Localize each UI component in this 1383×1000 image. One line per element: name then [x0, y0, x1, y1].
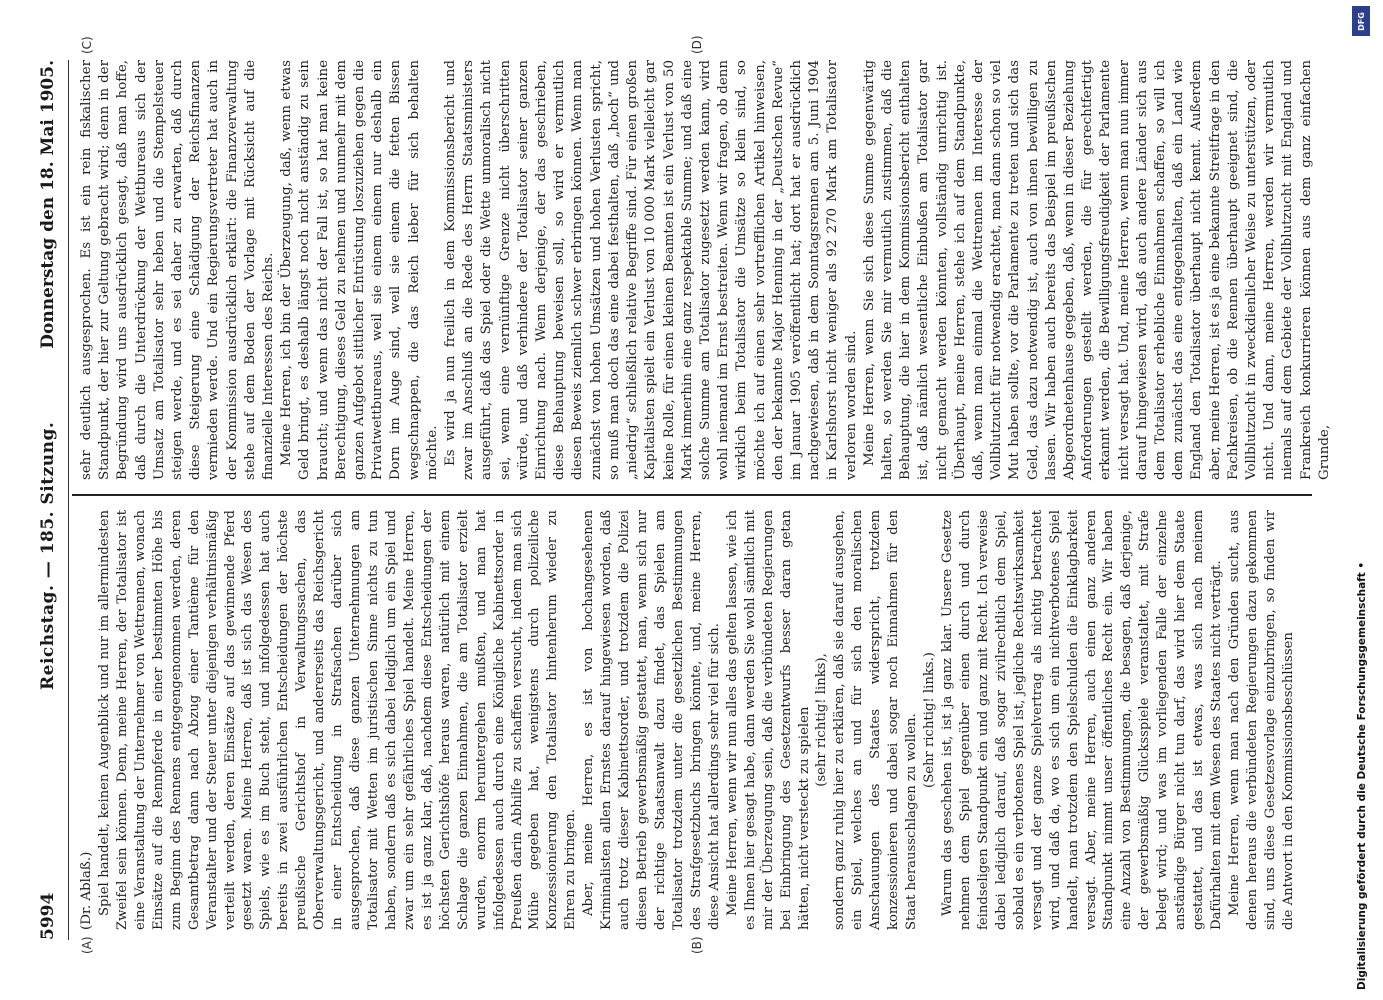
left-column	[78, 510, 1298, 930]
session-title: Reichstag. — 185. Sitzung.	[38, 421, 58, 690]
margin-mark-c: (C)	[80, 36, 94, 54]
margin-mark-d: (D)	[690, 35, 704, 54]
header-rule	[68, 60, 69, 940]
digitization-sidebar	[1350, 0, 1380, 1000]
session-date: Donnerstag den 18. Mai 1905.	[38, 60, 58, 349]
right-paragraph: Meine Herren, ich bin der Überzeugung, daß, wenn etwas Geld bringt, es deshalb längst noch nicht anständig zu sein braucht; und wenn das nicht der Fall ist, so hat man keine Berechtigung, dieses Geld zu nehmen und nunmehr mit dem ganzen Aufgebot sittlicher Entrüstung loszuziehen gegen die Privatwettbureaus, weil sie einem einem nur deshalb ein Dorn im Auge sind, weil sie einem die fetten Bissen wegschnappen, die das Reich lieber für sich behalten möchte.	[279, 60, 440, 480]
digitization-credit: Digitalisierung gefördert durch die Deutsche Forschungsgemeinschaft •	[1356, 561, 1368, 990]
applause-note: (sehr richtig! links),	[814, 653, 830, 787]
right-paragraph: sehr deutlich ausgesprochen. Es ist ein rein fiskalischer Standpunkt, der hier zur Geltung gebracht wird; denn in der Begründung wird uns ausdrücklich gesagt, daß man hoffe, daß durch die Unterdrückung der Wettbureaus sich der Umsatz am Totalisator sehr heben und die Stempelsteuer steigen werde, und es sei daher zu erwarten, daß durch diese Steigerung eine Schädigung der Reichsfinanzen vermieden werde. Und ein Regierungsvertreter hat auch in der Kommission ausdrücklich erklärt: die Finanzverwaltung stehe auf dem Boden der Vorlage mit Rücksicht auf die finanzielle Interessen des Reichs.	[79, 60, 277, 480]
right-column	[78, 60, 1334, 480]
left-paragraph: Spiel handelt, keinen Augenblick und nur im allermindesten Zweifel sein können. Denn, meine Herren, der Totalisator ist eine Veranstaltung der Unternehmer von Wettrennen, wonach Einsätze auf die Rennpferde in einer bestimmten Höhe bis zum Beginn des Rennens entgegengenommen werden, deren Gesamtbetrag dann nach Abzug einer Tantième für den Veranstalter und der Steuer unter diejenigen verhältnismäßig verteilt werden, deren Einsätze auf das gewinnende Pferd gesetzt waren. Meine Herren, daß ist sich das Wesen des Spiels, wie es im Buch steht, und infolgedessen hat auch bereits in zwei ausführlichen Entscheidungen der höchste preußische Gerichtshof in Verwaltungssachen, das Oberverwaltungsgericht, und andererseits das Reichsgericht in einer Entscheidung in Strafsachen darüber sich ausgesprochen, daß diese ganzen Unternehmungen am Totalisator mit Wetten im juristischen Sinne nichts zu tun haben, sondern daß es sich dabei lediglich um ein Spiel und zwar um ein sehr gefährliches Spiel handelt. Meine Herren, es ist ja ganz klar, daß, nachdem diese Entscheidungen der höchsten Gerichtshöfe heraus waren, natürlich mit einem Schlage die ganzen Einnahmen, die am Totalisator erzielt wurden, enorm heruntergehen mußten, und man hat infolgedessen auch durch eine Königliche Kabinettsorder in Preußen darin Abhilfe zu schaffen versucht, indem man sich Mühe gegeben hat, wenigstens durch polizeiliche Konzessionierung den Totalisator hintenherum wieder zu Ehren zu bringen.	[96, 510, 579, 930]
left-paragraph: sondern ganz ruhig hier zu erklären, daß sie darauf ausgehen, ein Spiel, welches an und für sich den moralischen Anschauungen des Staates widerspricht, trotzdem konzessionieren und dabei sogar noch Einnahmen für den Staat herausschlagen zu wollen.	[832, 510, 920, 930]
margin-mark-b: (B)	[690, 936, 704, 954]
left-paragraph: Meine Herren, wenn man nach den Gründen sucht, aus denen heraus die verbündeten Regierungen dazu gekommen sind, uns diese Gesetzesvorlage einzubringen, so finden wir die Antwort in den Kommissionsbeschlüssen	[1227, 510, 1296, 930]
dfg-logo-text: DFG	[1356, 11, 1366, 31]
left-paragraph: Warum das geschehen ist, ist ja ganz klar. Unsere Gesetze nehmen dem Spiel gegenüber einen durch und durch feindseligen Standpunkt ein und ganz mit Recht. Ich verweise dabei lediglich darauf, daß sogar zivilrechtlich dem Spiel, sobald es ein verbotenes Spiel ist, jegliche Rechtswirksamkeit versagt und der ganze Spielvertrag als nichtig betrachtet wird, und daß da, wo es sich um ein nichtverbotenes Spiel handelt, man trotzdem den Spielschulden die Einklagbarkeit versagt. Aber, meine Herren, auch einen ganz anderen Standpunkt nimmt unser öffentliches Recht ein. Wir haben eine Anzahl von Bestimmungen, die besagen, daß derjenige, der gewerbsmäßig Glücksspiele veranstaltet, mit Strafe belegt wird; und was im vorliegenden Falle der einzelne anständige Bürger nicht tun darf, das wird hier dem Staate gestattet, und das ist etwas, was sich nach meinem Dafürhalten mit dem Wesen des Staates nicht verträgt.	[940, 510, 1225, 930]
speaker-tag: (Dr. Ablaß.)	[79, 851, 94, 930]
margin-mark-a: (A)	[80, 936, 94, 954]
right-paragraph: Meine Herren, wenn Sie sich diese Summe gegenwärtig halten, so werden Sie mir vermutlich zustimmen, daß die Behauptung, die hier in dem Kommissionsbericht enthalten ist, daß nämlich wesentliche Einbußen am Totalisator gar nicht gemacht werden könnten, vollständig unrichtig ist. Überhaupt, meine Herren, stehe ich auf dem Standpunkte, daß, wenn man einmal die Wettrennen im Interesse der Vollblutzucht für notwendig erachtet, man dann schon so viel Mut haben sollte, vor die Parlamente zu treten und sich das Geld, das dazu notwendig ist, auch von ihnen bewilligen zu lassen. Wir haben auch bereits das Beispiel im preußischen Abgeordnetenhause gegeben, daß, wenn in dieser Beziehung Anforderungen gestellt werden, die für gerechtfertigt erkannt werden, die Bewilligungsfreudigkeit der Parlamente nicht versagt hat. Und, meine Herren, wenn man nun immer darauf hingewiesen wird, daß auch andere Länder sich aus dem Totalisator erhebliche Einnahmen schaffen, so will ich dem zunächst das eine entgegenhalten, daß ein Land wie England den Totalisator überhaupt nicht kennt. Außerdem aber, meine Herren, ist es ja eine bekannte Streitfrage in den Fachkreisen, ob die Rennen überhaupt geeignet sind, die Vollblutzucht in zweckdienlicher Weise zu unterstützen, oder nicht. Und dann, meine Herren, werden wir vermutlich niemals auf dem Gebiete der Vollblutzucht mit England und Frankreich konkurrieren können aus dem ganz einfachen Grunde,	[861, 60, 1332, 480]
dfg-logo	[1352, 6, 1370, 36]
applause-note: (Sehr richtig! links.)	[922, 652, 938, 788]
page-number: 5994	[38, 892, 58, 940]
left-paragraph: Meine Herren, wenn wir nun alles das gelten lassen, wie ich es Ihnen hier gesagt habe, dann werden Sie wohl sämtlich mit mir der Überzeugung sein, daß die verbündeten Regierungen bei Einbringung des Gesetzentwurfs besser daran getan hätten, nicht versteckt zu spielen	[724, 510, 812, 930]
column-divider	[72, 494, 1312, 496]
page-header	[38, 60, 64, 940]
right-paragraph: Es wird ja nun freilich in dem Kommissionsbericht und zwar im Anschluß an die Rede des Herrn Staatsministers ausgeführt, daß das Spiel oder die Wette unmoralisch nicht sei, wenn eine vernünftige Grenze nicht überschritten würde, und daß verhindere der Totalisator seiner ganzen Einrichtung nach. Wenn derjenige, der das geschrieben, diese Behauptung beweisen soll, so wird er vermutlich diesen Beweis ziemlich schwer erbringen können. Wenn man zunächst von hohen Umsätzen und hohen Verlusten spricht, so muß man doch das eine dabei festhalten, daß „hoch“ und „niedrig“ schließlich relative Begriffe sind. Für einen großen Kapitalisten spielt ein Verlust von 10 000 Mark vielleicht gar keine Rolle, für einen kleinen Beamten ist ein Verlust von 50 Mark immerhin eine ganz respektable Summe; und daß eine solche Summe am Totalisator zugesetzt werden kann, wird wohl niemand im Ernst bestreiten. Wenn wir fragen, ob denn wirklich beim Totalisator die Umsätze so klein sind, so möchte ich auf einen sehr vortrefflichen Artikel hinweisen, den der bekannte Major Henning in der „Deutschen Revue“ im Januar 1905 veröffentlicht hat; dort hat er ausdrücklich nachgewiesen, daß in dem Sonntagsrennen am 5. Juni 1904 in Karlshorst nicht weniger als 92 270 Mark am Totalisator verloren worden sind.	[443, 60, 859, 480]
left-paragraph: Aber, meine Herren, es ist von hochangesehenen Kriminalisten allen Ernstes darauf hingewiesen worden, daß auch trotz dieser Kabinettsorder, und trotzdem die Polizei diesen Betrieb gewerbsmäßig gestattet, man, wenn sich nur der richtige Staatsanwalt dazu findet, das Spielen am Totalisator trotzdem unter die gesetzlichen Bestimmungen des Strafgesetzbuchs bringen könnte, und, meine Herren, diese Ansicht hat allerdings sehr viel für sich.	[581, 510, 722, 930]
